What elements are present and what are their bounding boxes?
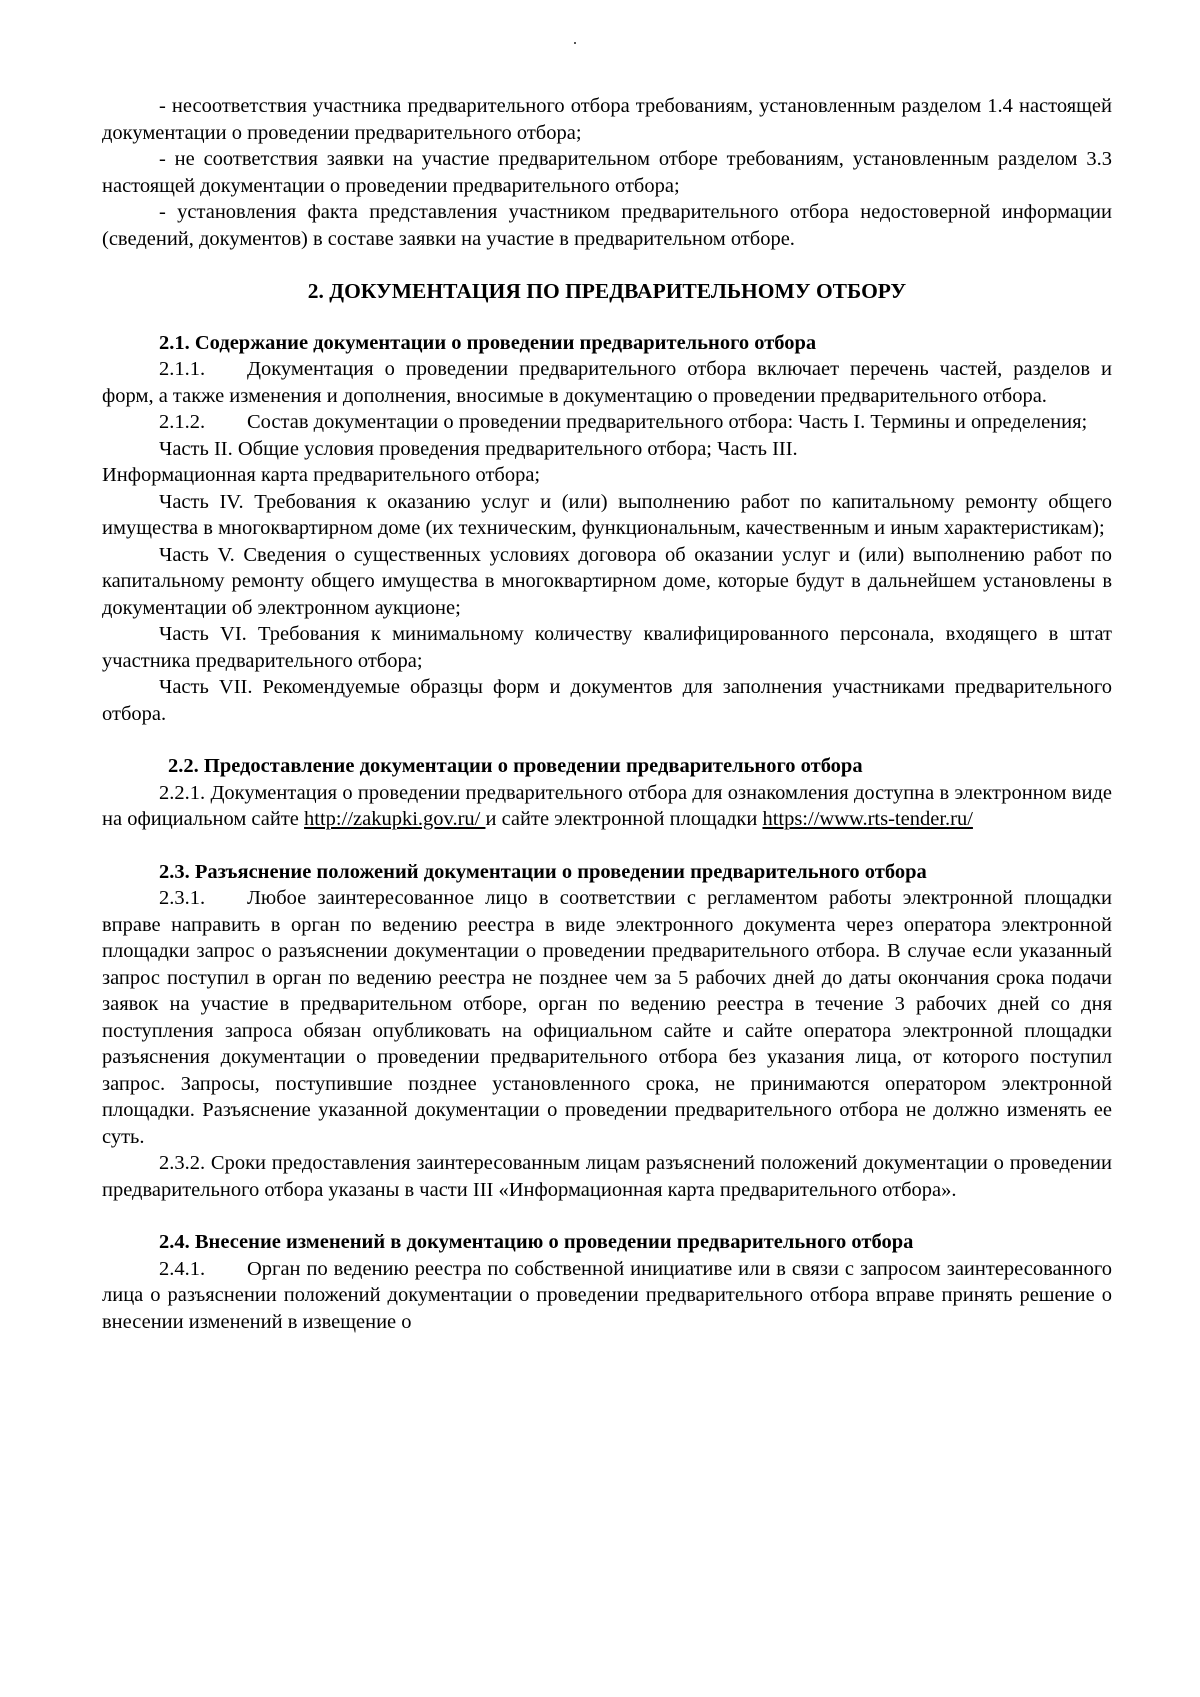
part-2-line: Часть II. Общие условия проведения предварительного отбора; Часть III.: [159, 437, 798, 460]
intro-paragraph-2: - не соответствия заявки на участие предварительном отборе требованиям, установленным разделом 3.3 настоящей документации о проведении предварительного отбора;: [102, 148, 1112, 197]
paragraph-2-4-1: [102, 1256, 1112, 1336]
paragraph-number: 2.3.1.: [159, 887, 206, 909]
paragraph-2-2-1: [102, 780, 1112, 833]
paragraph-text: 2.2.1. Документация о проведении предварительного отбора для ознакомления доступна в электронном виде на официальном сайте: [102, 781, 1112, 830]
paragraph-number: 2.1.1.: [159, 358, 206, 380]
part-4: Часть IV. Требования к оказанию услуг и (или) выполнению работ по капитальному ремонту общего имущества в многоквартирном доме (их техническим, функциональным, качественным и иным характеристикам);: [102, 490, 1112, 539]
part-5: Часть V. Сведения о существенных условиях договора об оказании услуг и (или) выполнению работ по капитальному ремонту общего имущества в многоквартирном доме, которые будут в дальнейшем установлены в документации об электронном аукционе;: [102, 543, 1112, 619]
paragraph-text: и сайте электронной площадки: [485, 808, 763, 830]
part-7: Часть VII. Рекомендуемые образцы форм и документов для заполнения участниками предварительного отбора.: [102, 676, 1112, 725]
paragraph-number: 2.1.2.: [159, 411, 206, 433]
document-body: [102, 93, 1112, 1335]
scan-speck: [574, 42, 576, 44]
intro-paragraph-3: - установления факта представления участником предварительного отбора недостоверной информации (сведений, документов) в составе заявки на участие в предварительном отборе.: [102, 201, 1112, 250]
paragraph-text: Документация о проведении предварительного отбора включает перечень частей, разделов и форм, а также изменения и дополнения, вносимые в документацию о проведении предварительного отбора.: [102, 358, 1112, 407]
subsection-2-4-heading: 2.4. Внесение изменений в документацию о проведении предварительного отбора: [159, 1231, 914, 1253]
subsection-2-3-heading: 2.3. Разъяснение положений документации о проведении предварительного отбора: [159, 860, 927, 883]
paragraph-2-1-1: [102, 356, 1112, 409]
subsection-2-1-heading: 2.1. Содержание документации о проведении предварительного отбора: [159, 331, 817, 354]
paragraph-text: Орган по ведению реестра по собственной инициативе или в связи с запросом заинтересованного лица о разъяснении положений документации о проведении предварительного отбора вправе принять решение о внесении изменений в извещение о: [102, 1257, 1112, 1333]
section-2-title: 2. ДОКУМЕНТАЦИЯ ПО ПРЕДВАРИТЕЛЬНОМУ ОТБОРУ: [307, 279, 907, 303]
subsection-2-2-heading: 2.2. Предоставление документации о проведении предварительного отбора: [168, 755, 863, 777]
paragraph-2-3-2: 2.3.2. Сроки предоставления заинтересованным лицам разъяснений положений документации о проведении предварительного отбора указаны в части III «Информационная карта предварительного отбора».: [102, 1152, 1112, 1201]
paragraph-text: Любое заинтересованное лицо в соответствии с регламентом работы электронной площадки вправе направить в орган по ведению реестра в виде электронного документа через оператора электронной площадки запрос о разъяснении документации о проведении предварительного отбора. В случае если указанный запрос поступил в орган по ведению реестра не позднее чем за 5 рабочих дней до даты окончания срока подачи заявок на участие в предварительном отборе, орган по ведению реестра в течение 3 рабочих дней со дня поступления запроса обязан опубликовать на официальном сайте и сайте оператора электронной площадки разъяснения документации о проведении предварительного отбора без указания лица, от которого поступил запрос. Запросы, поступившие позднее установленного срока, не принимаются оператором электронной площадки. Разъяснение указанной документации о проведении предварительного отбора не должно изменять ее суть.: [102, 887, 1112, 1148]
intro-paragraph-1: - несоответствия участника предварительного отбора требованиям, установленным разделом 1.4 настоящей документации о проведении предварительного отбора;: [102, 95, 1112, 144]
paragraph-2-3-1: [102, 885, 1112, 1150]
part-3-line: Информационная карта предварительного отбора;: [102, 464, 541, 486]
paragraph-2-1-2: [102, 409, 1112, 436]
zakupki-link[interactable]: http://zakupki.gov.ru/: [304, 808, 486, 830]
paragraph-number: 2.4.1.: [159, 1257, 206, 1280]
part-6: Часть VI. Требования к минимальному количеству квалифицированного персонала, входящего в штат участника предварительного отбора;: [102, 623, 1112, 672]
paragraph-text: Состав документации о проведении предварительного отбора: Часть I. Термины и определения;: [247, 411, 1088, 433]
rts-tender-link[interactable]: https://www.rts-tender.ru/: [762, 808, 973, 830]
